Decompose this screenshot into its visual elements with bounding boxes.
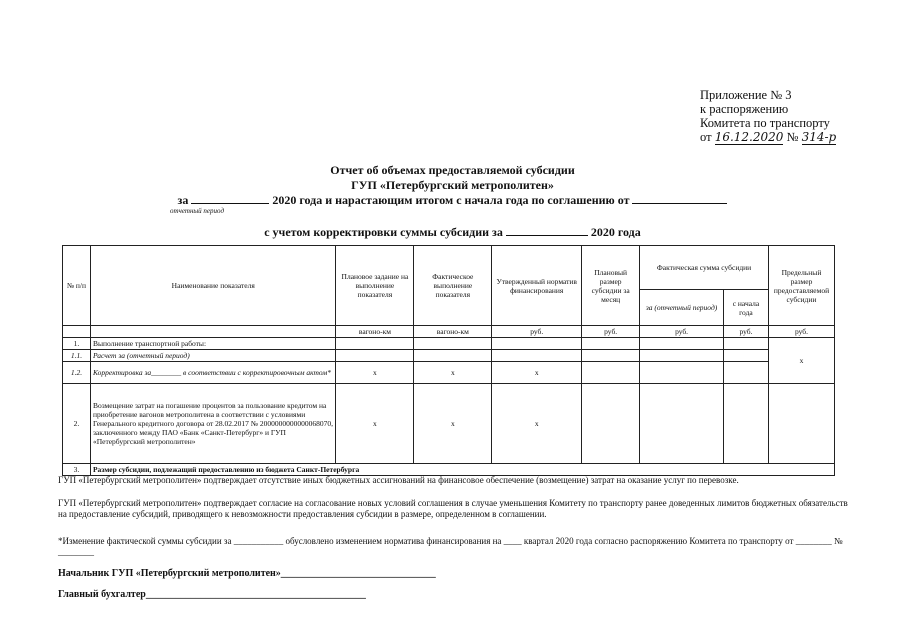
unit-cell: руб. (724, 326, 769, 338)
header-monthly: Плановый размер субсидии за месяц (582, 246, 640, 326)
appendix-date-line (700, 130, 836, 144)
header-fact-period: за (отчетный период) (640, 290, 724, 326)
report-org: ГУП «Петербургский метрополитен» (351, 178, 554, 192)
period-blank (191, 193, 269, 204)
table-row (63, 464, 835, 476)
period-prefix: за (177, 193, 189, 207)
x-cell: х (414, 362, 492, 384)
header-fact-sum: Фактическая сумма субсидии (640, 246, 769, 290)
signature-head: Начальник ГУП «Петербургский метрополитен»_______________________________ (58, 568, 436, 579)
date-handwritten: 16.12.2020 (714, 130, 784, 144)
period-caption: отчетный период (170, 207, 224, 215)
x-cell: х (414, 384, 492, 464)
period-text: 2020 года и нарастающим итогом с начала года по соглашению от (272, 193, 630, 207)
footnote-2: ГУП «Петербургский метрополитен» подтверждает согласие на согласование новых условий соглашения в случае уменьшения Комитету по транспорту ранее доведенных лимитов бюджетных обязательств на предоставление субсидий, приводящего к невозможности предоставления субсидии в размере, определенном в соглашении. (58, 498, 848, 519)
header-norm: Утвержденный норматив финансирования (492, 246, 582, 326)
row-name: Возмещение затрат на погашение процентов за пользование кредитом на приобретение вагонов метрополитена в соответствии с условиями Генерального кредитного договора от 28.02.2017 № 2000000000000068070, заключенного между ПАО «Банк «Санкт-Петербург» и ГУП «Петербургский метрополитен» (90, 384, 336, 464)
limit-x: х (768, 338, 834, 384)
agreement-date-blank (632, 193, 727, 204)
table-row (63, 362, 835, 384)
header-limit: Предельный размер предоставляемой субсидии (768, 246, 834, 326)
num-handwritten: 314-р (801, 130, 837, 144)
unit-cell: руб. (492, 326, 582, 338)
signature-accountant: Главный бухгалтер____________________________________________ (58, 589, 366, 600)
x-cell: х (336, 384, 414, 464)
date-prefix: от (700, 130, 712, 144)
appendix-line-3: Комитета по транспорту (700, 116, 830, 130)
correction-prefix: с учетом корректировки суммы субсидии за (264, 225, 503, 239)
x-cell: х (336, 362, 414, 384)
unit-cell: руб. (768, 326, 834, 338)
row-num: 3. (63, 464, 91, 476)
unit-cell: вагоно-км (336, 326, 414, 338)
x-cell: х (492, 384, 582, 464)
appendix-block (700, 88, 836, 144)
row-name: Выполнение транспортной работы: (90, 338, 336, 350)
header-plan: Плановое задание на выполнение показателя (336, 246, 414, 326)
table-row (63, 384, 835, 464)
correction-year: 2020 года (590, 225, 641, 239)
x-cell: х (492, 362, 582, 384)
appendix-line-1: Приложение № 3 (700, 88, 792, 102)
row-num: 1. (63, 338, 91, 350)
header-num: № п/п (63, 246, 91, 326)
header-fact-ytd: с начала года (724, 290, 769, 326)
footnote-3: *Изменение фактической суммы субсидии за ___________ обусловлено изменением норматива финансирования на ____ квартал 2020 года согласно распоряжению Комитета по транспорту от ________ № ________ (58, 536, 843, 557)
header-fact: Фактическое выполнение показателя (414, 246, 492, 326)
correction-blank (506, 225, 588, 236)
footnote-1: ГУП «Петербургский метрополитен» подтверждает отсутствие иных бюджетных ассигнований на финансовое обеспечение (возмещение) затрат на оказание услуг по перевозке. (58, 475, 739, 485)
row-num: 1.1. (63, 350, 91, 362)
row-name: Размер субсидии, подлежащий предоставлению из бюджета Санкт-Петербурга (90, 464, 834, 476)
unit-cell: руб. (582, 326, 640, 338)
header-name: Наименование показателя (90, 246, 336, 326)
subsidy-table (62, 245, 835, 476)
unit-cell: руб. (640, 326, 724, 338)
row-name: Расчет за (отчетный период) (90, 350, 336, 362)
row-name: Корректировка за________ в соответствии с корректировочным актом* (90, 362, 336, 384)
table-row (63, 338, 835, 350)
appendix-line-2: к распоряжению (700, 102, 789, 116)
correction-line (0, 225, 905, 240)
report-period-line (0, 193, 905, 208)
row-num: 2. (63, 384, 91, 464)
row-num: 1.2. (63, 362, 91, 384)
num-prefix: № (786, 130, 799, 144)
report-title: Отчет об объемах предоставляемой субсидии (330, 163, 575, 177)
unit-cell: вагоно-км (414, 326, 492, 338)
table-row (63, 350, 835, 362)
